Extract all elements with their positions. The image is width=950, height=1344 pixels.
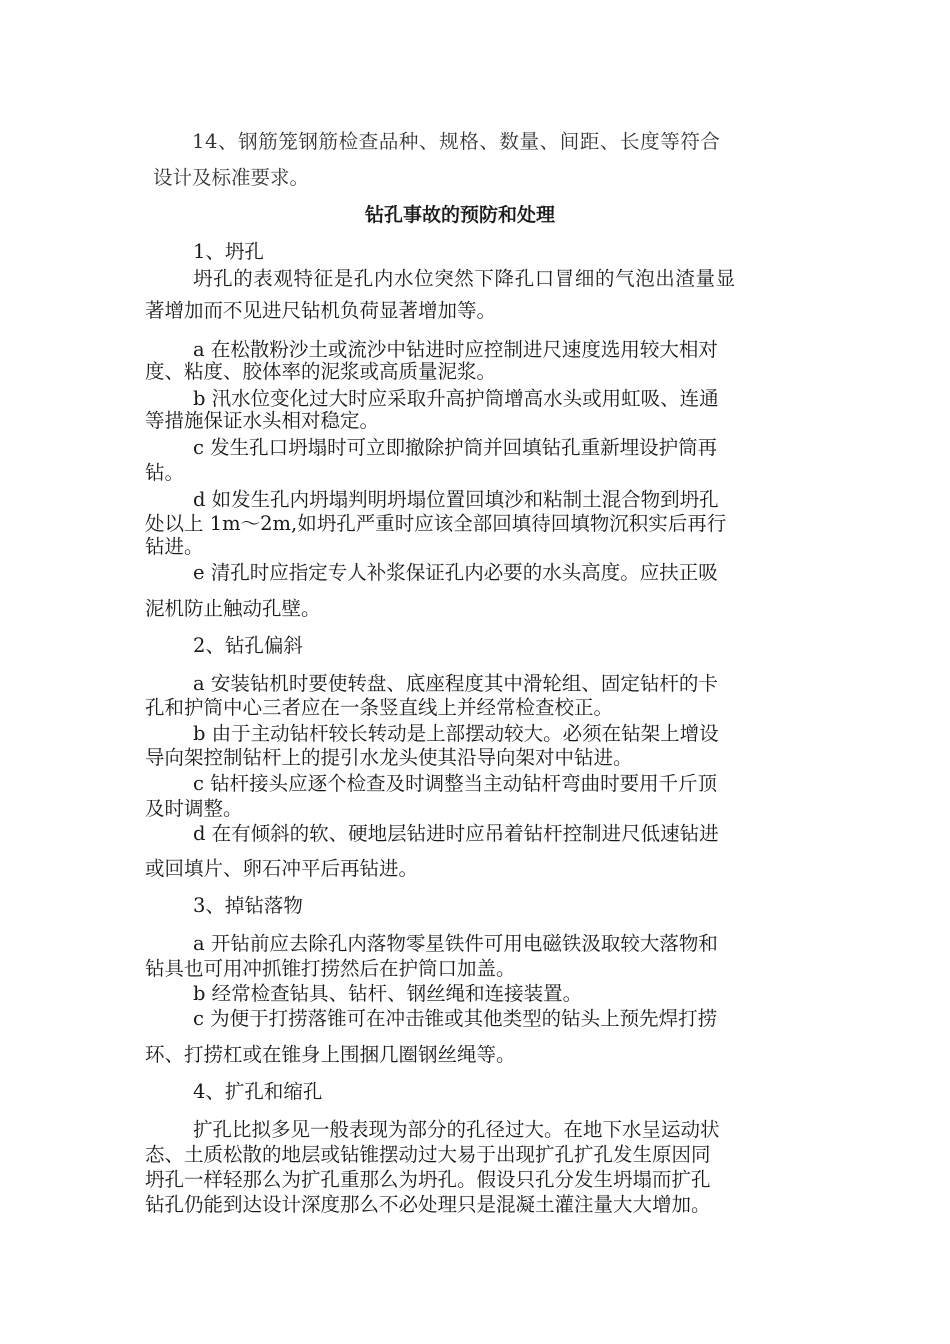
collapse-e-line-1: e 清孔时应指定专人补浆保证孔内必要的水头高度。应扶正吸 [193, 561, 718, 584]
collapse-c-line-1: c 发生孔口坍塌时可立即撤除护筒并回填钻孔重新埋设护筒再 [193, 436, 718, 459]
collapse-b-line-1: b 汛水位变化过大时应采取升高护筒增高水头或用虹吸、连通 [193, 387, 719, 410]
collapse-d-line-1: d 如发生孔内坍塌判明坍塌位置回填沙和粘制土混合物到坍孔 [193, 488, 719, 511]
deviation-c-line-1: c 钻杆接头应逐个检查及时调整当主动钻杆弯曲时要用千斤顶 [193, 772, 718, 795]
deviation-c-line-2: 及时调整。 [145, 797, 243, 820]
collapse-b-line-2: 等措施保证水头相对稳定。 [145, 409, 380, 432]
collapse-e-line-2: 泥机防止触动孔壁。 [145, 597, 321, 620]
enlarge-desc-line-3: 坍孔一样轻那么为扩孔重那么为坍孔。假设只孔分发生坍塌而扩孔 [145, 1168, 711, 1191]
enlarge-desc-line-2: 态、土质松散的地层或钻锥摆动过大易于出现扩孔扩孔发生原因同 [145, 1143, 711, 1166]
deviation-d-line-1: d 在有倾斜的软、硬地层钻进时应吊着钻杆控制进尺低速钻进 [193, 822, 719, 845]
intro-line-1: 14、钢筋笼钢筋检查品种、规格、数量、间距、长度等符合 [192, 130, 721, 153]
dropped-a-line-1: a 开钻前应去除孔内落物零星铁件可用电磁铁汲取较大落物和 [193, 932, 718, 955]
intro-line-2: 设计及标准要求。 [153, 166, 310, 189]
collapse-d-line-3: 钻进。 [145, 535, 204, 558]
heading-enlarge-shrink: 4、扩孔和缩孔 [193, 1080, 323, 1103]
dropped-a-line-2: 钻具也可用冲抓锥打捞然后在护筒口加盖。 [145, 957, 516, 980]
enlarge-desc-line-4: 钻孔仍能到达设计深度那么不必处理只是混凝土灌注量大大增加。 [145, 1193, 711, 1216]
deviation-a-line-1: a 安装钻机时要使转盘、底座程度其中滑轮组、固定钻杆的卡 [193, 672, 718, 695]
collapse-a-line-2: 度、粘度、胶体率的泥浆或高质量泥浆。 [145, 360, 497, 383]
heading-deviation: 2、钻孔偏斜 [193, 634, 303, 657]
collapse-d-line-2: 处以上 1m～2m,如坍孔严重时应该全部回填待回填物沉积实后再行 [145, 512, 727, 535]
deviation-b-line-2: 导向架控制钻杆上的提引水龙头使其沿导向架对中钻进。 [145, 746, 633, 769]
dropped-c-line-2: 环、打捞杠或在锥身上围捆几圈钢丝绳等。 [145, 1043, 516, 1066]
collapse-a-line-1: a 在松散粉沙土或流沙中钻进时应控制进尺速度选用较大相对 [193, 338, 718, 361]
collapse-c-line-2: 钻。 [145, 461, 185, 484]
deviation-d-line-2: 或回填片、卵石冲平后再钻进。 [145, 857, 419, 880]
enlarge-desc-line-1: 扩孔比拟多见一般表现为部分的孔径过大。在地下水呈运动状 [193, 1118, 720, 1141]
dropped-c-line-1: c 为便于打捞落锥可在冲击锥或其他类型的钻头上预先焊打捞 [193, 1007, 718, 1030]
dropped-b-line-1: b 经常检查钻具、钻杆、钢丝绳和连接装置。 [193, 982, 583, 1005]
deviation-b-line-1: b 由于主动钻杆较长转动是上部摆动较大。必须在钻架上增设 [193, 722, 719, 745]
heading-dropped-objects: 3、掉钻落物 [193, 894, 303, 917]
heading-collapse: 1、坍孔 [193, 240, 264, 263]
deviation-a-line-2: 孔和护筒中心三者应在一条竖直线上并经常检查校正。 [145, 696, 614, 719]
collapse-desc-line-1: 坍孔的表观特征是孔内水位突然下降孔口冒细的气泡出渣量显 [193, 267, 736, 290]
section-title: 钻孔事故的预防和处理 [365, 204, 556, 226]
collapse-desc-line-2: 著增加而不见进尺钻机负荷显著增加等。 [145, 299, 497, 322]
